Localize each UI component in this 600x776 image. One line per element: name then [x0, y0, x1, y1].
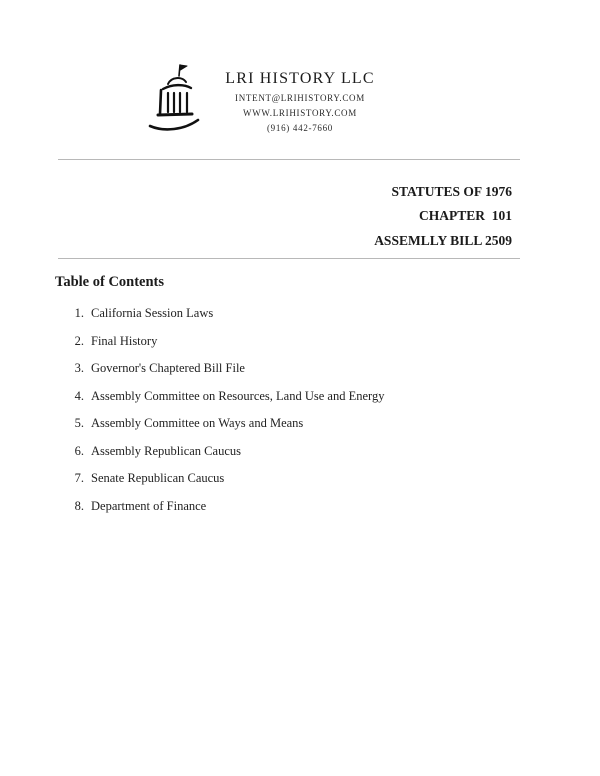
- company-website: WWW.LRIHISTORY.COM: [243, 108, 357, 118]
- toc-title: Table of Contents: [55, 274, 165, 290]
- toc-item: [70, 361, 540, 376]
- toc-item-number: 4.: [74, 388, 84, 403]
- toc-item-number: 1.: [74, 306, 84, 320]
- toc-item-number: 7.: [74, 471, 84, 485]
- toc-item: [70, 471, 540, 486]
- toc-item-number: 8.: [74, 498, 84, 513]
- toc-item-number: 5.: [74, 416, 84, 430]
- statutes-line: STATUTES OF 1976: [391, 184, 512, 199]
- toc-item: [70, 306, 540, 321]
- toc-item: [70, 499, 540, 514]
- company-phone: (916) 442-7660: [266, 123, 334, 133]
- toc-item: [70, 334, 540, 349]
- chapter-line: CHAPTER 101: [418, 208, 512, 224]
- toc-item-text: Department of Finance: [91, 498, 207, 513]
- letterhead: [0, 70, 600, 133]
- toc-item: [70, 389, 540, 404]
- company-email: INTENT@LRIHISTORY.COM: [235, 93, 365, 103]
- bill-line: ASSEMLLY BILL 2509: [374, 232, 512, 248]
- toc-item-text: Assembly Committee on Ways and Means: [91, 416, 304, 430]
- toc-item-text: Assembly Committee on Resources, Land Use and Energy: [91, 388, 385, 403]
- toc-item: [70, 416, 540, 431]
- toc-item-number: 6.: [74, 443, 84, 458]
- horizontal-rule-bottom: [58, 258, 520, 259]
- toc-item-number: 2.: [74, 333, 84, 348]
- toc-item-text: California Session Laws: [91, 306, 214, 320]
- toc-list: [70, 306, 540, 526]
- toc-item: [70, 444, 540, 459]
- toc-item-text: Assembly Republican Caucus: [91, 443, 241, 458]
- company-name: LRI HISTORY LLC: [225, 70, 375, 87]
- toc-item-text: Final History: [91, 333, 158, 348]
- horizontal-rule-top: [58, 159, 520, 160]
- toc-item-number: 3.: [74, 361, 84, 375]
- toc-item-text: Governor's Chaptered Bill File: [91, 361, 245, 375]
- case-header: [374, 180, 512, 253]
- toc-item-text: Senate Republican Caucus: [91, 471, 225, 485]
